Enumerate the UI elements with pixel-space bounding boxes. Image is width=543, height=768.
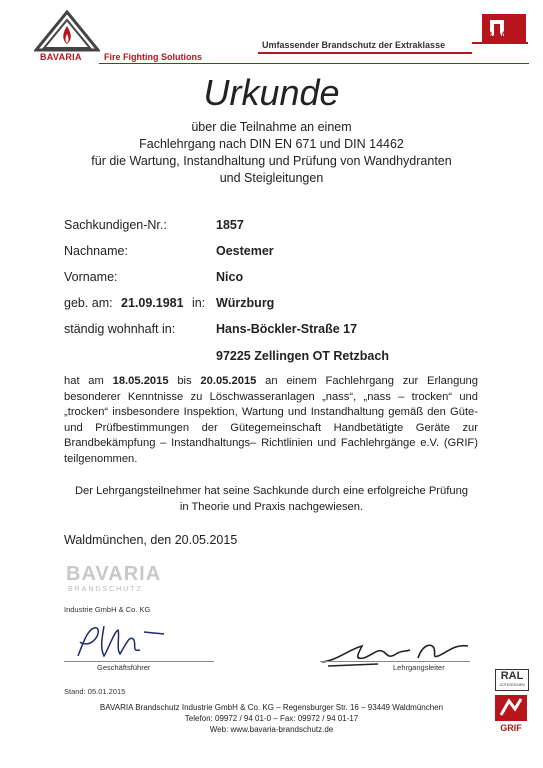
left-signature-line <box>64 661 214 662</box>
grif-emblem-icon <box>495 695 527 721</box>
stand-date: Stand: 05.01.2015 <box>64 687 126 696</box>
footer-line-1: BAVARIA Brandschutz Industrie GmbH & Co. KG – Regensburger Str. 16 – 93449 Waldmünchen <box>99 703 444 712</box>
intro-line-4: und Steigleitungen <box>219 171 324 185</box>
grif-badge-label: GRIF <box>500 723 522 733</box>
document-title: Urkunde <box>203 72 340 113</box>
right-signature-line <box>320 661 470 662</box>
left-logo-subtitle: Fire Fighting Solutions <box>104 52 202 62</box>
closing-line-2: in Theorie und Praxis nachgewiesen. <box>179 501 364 513</box>
intro-line-3: für die Wartung, Instandhaltung und Prüfung von Wandhydranten <box>91 154 452 168</box>
nachname-value: Oestemer <box>216 244 274 258</box>
geb-value: 21.09.1981 <box>121 296 184 310</box>
left-signature-title: Geschäftsführer <box>97 663 151 672</box>
sachkundigen-label: Sachkundigen-Nr.: <box>64 218 167 232</box>
intro-line-2: Fachlehrgang nach DIN EN 671 und DIN 14462 <box>139 137 404 151</box>
footer-line-2: Telefon: 09972 / 94 01-0 – Fax: 09972 / 94 01-17 <box>184 714 359 723</box>
course-date-from: 18.05.2015 <box>112 375 169 387</box>
footer-line-3: Web: www.bavaria-brandschutz.de <box>209 725 334 734</box>
right-signature-title: Lehrgangsleiter <box>393 663 445 672</box>
stamp-sub: BRANDSCHUTZ <box>68 586 143 593</box>
vorname-label: Vorname: <box>64 270 118 284</box>
closing-line-1: Der Lehrgangsteilnehmer hat seine Sachkunde durch eine erfolgreiche Prüfung <box>74 485 469 497</box>
stamp-name: BAVARIA <box>66 563 162 585</box>
left-signature <box>70 620 170 662</box>
wohnhaft-label: ständig wohnhaft in: <box>64 322 176 336</box>
nachname-label: Nachname: <box>64 244 128 258</box>
header-tagline: Umfassender Brandschutz der Extraklasse <box>262 40 446 50</box>
geb-label: geb. am: <box>64 296 113 310</box>
ral-badge <box>495 669 529 691</box>
geburtsort-label: in: <box>192 296 206 310</box>
address-line-1: Hans-Böckler-Straße 17 <box>216 322 358 336</box>
ral-badge-text: RAL <box>500 670 524 682</box>
header-divider <box>99 63 529 64</box>
place-and-date: Waldmünchen, den 20.05.2015 <box>64 533 238 547</box>
bavaria-flame-logo <box>34 10 100 52</box>
geburtsort-value: Würzburg <box>216 296 275 310</box>
address-line-2: 97225 Zellingen OT Retzbach <box>216 349 389 363</box>
intro-line-1: über die Teilnahme an einem <box>191 120 352 134</box>
stamp-company: Industrie GmbH & Co. KG <box>64 605 151 614</box>
ral-badge-sub: GÜTEZEICHEN <box>499 683 525 687</box>
course-date-to: 20.05.2015 <box>200 375 257 387</box>
paragraph-part-1: hat am <box>64 375 113 387</box>
course-paragraph <box>64 374 478 467</box>
left-logo-name: BAVARIA <box>40 52 82 62</box>
paragraph-part-2: bis <box>168 375 201 387</box>
right-logo-name: BAVARIA <box>486 30 526 40</box>
sachkundigen-value: 1857 <box>216 218 244 232</box>
vorname-value: Nico <box>216 270 244 284</box>
paragraph-part-3: an einem Fachlehrgang zur Erlangung besonderer Kenntnisse zu Löschwasseranlagen „nass“, „nass – trocken“ und „trocken“ insbesondere Inspektion, Wartung und Instandhaltung gemäß den Güte- und Prüfbestimmungen der Gütegemeinschaft Handbetätigte Geräte zur Brandbekämpfung – Instandhaltungs– Richtlinien und Fachlehrgänge e.V. (GRIF) teilgenommen. <box>64 375 478 465</box>
tagline-underline <box>258 52 472 54</box>
